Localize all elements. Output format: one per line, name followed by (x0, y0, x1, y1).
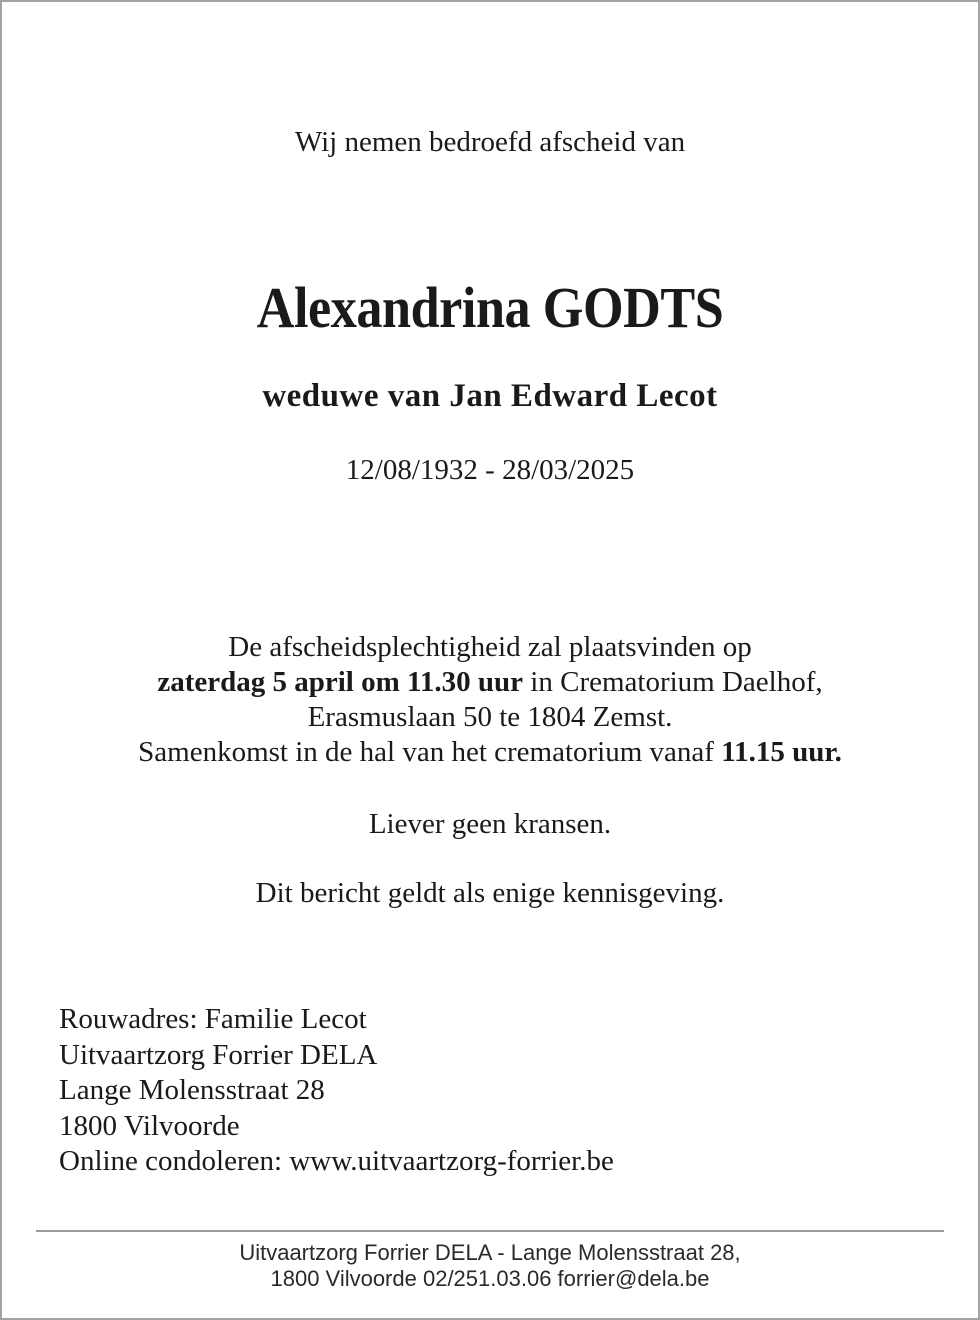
no-wreaths-text: Liever geen kransen. (368, 808, 612, 840)
ceremony-location: in Crematorium Daelhof, (523, 666, 823, 698)
footer-line-1: Uitvaartzorg Forrier DELA - Lange Molensstraat 28, (239, 1240, 741, 1265)
footer-line-2: 1800 Vilvoorde 02/251.03.06 forrier@dela.be (270, 1266, 710, 1291)
mourning-address (59, 1002, 614, 1180)
ceremony-line-2 (2, 665, 978, 700)
address-line-4: 1800 Vilvoorde (59, 1109, 240, 1142)
footer (2, 1240, 978, 1292)
address-line-3: Lange Molensstraat 28 (59, 1074, 325, 1106)
ceremony-date-time: zaterdag 5 april om 11.30 uur (157, 666, 524, 698)
ceremony-line-4 (2, 735, 978, 770)
address-line-2: Uitvaartzorg Forrier DELA (59, 1038, 378, 1071)
relation-text: weduwe van Jan Edward Lecot (262, 378, 718, 414)
ceremony-line-3: Erasmuslaan 50 te 1804 Zemst. (307, 701, 673, 733)
gathering-time: 11.15 uur. (721, 736, 842, 768)
deceased-name: Alexandrina GODTS (256, 275, 724, 340)
address-line-5: Online condoleren: www.uitvaartzorg-forrier.be (59, 1145, 614, 1177)
footer-divider (36, 1230, 944, 1232)
intro-text: Wij nemen bedroefd afscheid van (294, 126, 686, 158)
ceremony-line-1: De afscheidsplechtigheid zal plaatsvinden op (228, 631, 752, 663)
gathering-text: Samenkomst in de hal van het crematorium vanaf (138, 736, 722, 768)
notice-text: Dit bericht geldt als enige kennisgeving. (255, 877, 725, 909)
life-dates: 12/08/1932 - 28/03/2025 (345, 454, 635, 486)
address-line-1: Rouwadres: Familie Lecot (59, 1003, 367, 1035)
ceremony-details (2, 630, 978, 770)
